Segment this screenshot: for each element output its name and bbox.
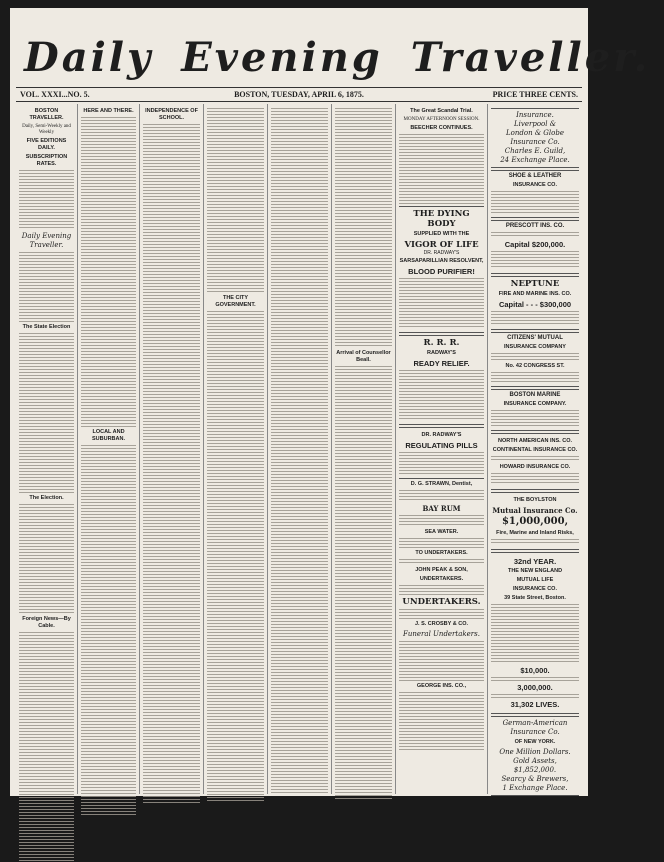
col4-text-block (207, 108, 264, 293)
ad-radway-line: BLOOD PURIFIER! (408, 267, 475, 276)
ad-german-title: German-American (502, 719, 568, 727)
ad-text-block (399, 609, 484, 619)
column-5 (268, 104, 332, 794)
ad-text-block (399, 515, 484, 527)
ad-text-block (491, 232, 579, 238)
ad-boston-marine (491, 389, 579, 431)
column-8 (488, 104, 582, 794)
ad-neptune (491, 276, 579, 330)
col1-headline-election: The Election. (29, 495, 64, 501)
ad-text-block (491, 456, 579, 462)
ad-shoe-sub: INSURANCE CO. (512, 182, 557, 188)
ad-radway-title: THE DYING BODY (413, 209, 470, 229)
ad-ne-amount-b: 3,000,000. (517, 683, 553, 692)
ad-liverpool (491, 108, 579, 168)
ad-citizens (491, 332, 579, 387)
ad-liverpool-name: Liverpool & (514, 120, 556, 128)
masthead-word-evening: Evening (181, 34, 383, 81)
ad-rrr-line: READY RELIEF. (413, 359, 470, 368)
ad-boylston-title: THE BOYLSTON (513, 497, 557, 503)
ad-liverpool-name: Insurance Co. (510, 138, 560, 146)
ad-radway-line: SUPPLIED WITH THE (413, 231, 470, 237)
ad-new-england-mutual (491, 552, 579, 714)
col2-text-block (81, 117, 136, 427)
ad-text-block (399, 692, 484, 752)
issue-date: BOSTON, TUESDAY, APRIL 6, 1875. (234, 90, 364, 99)
ad-crosby: J. S. CROSBY & CO. (414, 621, 469, 627)
ad-text-block (491, 372, 579, 382)
col6-text-block (335, 366, 392, 801)
ad-boylston-line: Fire, Marine and Inland Risks, (496, 530, 574, 536)
masthead-word-traveller: Traveller. (410, 34, 651, 81)
ad-boston-marine-title: BOSTON MARINE (509, 392, 561, 398)
col1-header: BOSTON TRAVELLER. (29, 108, 64, 121)
ad-liverpool-name: London & Globe (506, 129, 564, 137)
masthead (10, 30, 651, 86)
ad-german-line: One Million Dollars. (499, 748, 571, 756)
ad-ne-title: THE NEW ENGLAND (507, 568, 563, 574)
ad-george-ins: GEORGE INS. CO., (416, 683, 467, 689)
ad-crosby-line: Funeral Undertakers. (403, 630, 480, 638)
ad-radway-line: SARSAPARILLIAN RESOLVENT, (399, 258, 484, 264)
col1-text-block (19, 504, 74, 614)
ad-text-block (399, 559, 484, 565)
col1-rates: SUBSCRIPTION RATES. (25, 154, 68, 167)
ad-text-block (491, 539, 579, 545)
ad-boston-marine-sub: INSURANCE COMPANY. (503, 401, 567, 407)
ad-text-block (491, 677, 579, 681)
col2-headline-local: LOCAL AND SUBURBAN. (92, 429, 125, 442)
col6-text-block (335, 108, 392, 348)
ad-boylston-amount: $1,000,000, (501, 516, 569, 527)
col1-title-script: Daily Evening Traveller. (21, 232, 72, 249)
ad-german-city: OF NEW YORK. (514, 739, 556, 745)
ad-text-block (491, 473, 579, 485)
ad-citizens-title: CITIZENS' MUTUAL (507, 335, 563, 341)
ad-prescott-title: PRESCOTT INS. CO. (505, 223, 565, 229)
col5-text-block (271, 108, 328, 793)
masthead-word-daily: Daily (24, 34, 154, 81)
ad-neptune-cap: Capital - - - $300,000 (498, 300, 572, 309)
ad-neptune-sub: FIRE AND MARINE INS. CO. (498, 291, 572, 297)
ad-text-block (491, 353, 579, 361)
ad-rrr-line: RADWAY'S (427, 350, 456, 356)
col7-sub-beecher: BEECHER CONTINUES. (410, 125, 473, 131)
ad-text-block (491, 410, 579, 426)
col1-headline-state-election: The State Election (22, 324, 71, 330)
ad-sea-water: SEA WATER. (424, 529, 459, 535)
column-2 (78, 104, 140, 794)
col1-headline-foreign-news: Foreign News—By Cable. (22, 616, 71, 629)
ad-radway-pills (399, 427, 484, 479)
col3-headline: INDEPENDENCE OF SCHOOL. (145, 108, 198, 121)
ad-text-block (491, 251, 579, 269)
ad-howard-title: HOWARD INSURANCE CO. (499, 464, 571, 470)
ad-ne-amount-c: 31,302 LIVES. (510, 700, 560, 709)
ad-continental-title: CONTINENTAL INSURANCE CO. (492, 447, 578, 453)
ad-text-block (491, 604, 579, 664)
column-6 (332, 104, 396, 794)
ad-ne-amount-a: $10,000. (520, 666, 550, 675)
col2-text-block (81, 445, 136, 815)
newspaper-page (10, 8, 651, 796)
ad-text-block (399, 585, 484, 595)
ad-rrr-title: R. R. R. (423, 338, 460, 348)
ad-dentist: D. G. STRAWN, Dentist, (410, 481, 473, 487)
col2-headline-here-and-there: HERE AND THERE. (83, 108, 134, 114)
col4-headline-city-government: THE CITY GOVERNMENT. (215, 295, 256, 308)
ad-radway-line: DR. RADWAY'S (423, 250, 460, 256)
ad-text-block (399, 538, 484, 548)
col6-headline: Arrival of Counsellor Beall. (336, 350, 391, 363)
ad-north-american-title: NORTH AMERICAN INS. CO. (497, 438, 573, 444)
col1-sub: Daily, Semi-Weekly and Weekly (22, 124, 71, 135)
col3-text-block (143, 124, 200, 804)
ad-german-sub: Insurance Co. (510, 728, 560, 736)
ad-boylston-sub: Mutual Insurance Co. (492, 506, 578, 515)
ad-to-undertakers: TO UNDERTAKERS. (415, 550, 468, 556)
ad-pills-line: REGULATING PILLS (405, 441, 478, 450)
col1-text-block (19, 333, 74, 493)
issue-price: PRICE THREE CENTS. (492, 90, 578, 99)
ad-text-block (399, 490, 484, 502)
col1-text-block (19, 252, 74, 322)
ad-liverpool-agent: Charles E. Guild, (504, 147, 566, 155)
volume-number: VOL. XXXI...NO. 5. (20, 90, 90, 99)
ad-boylston (491, 492, 579, 550)
col1-edition: FIVE EDITIONS DAILY. (26, 138, 67, 151)
ad-john-peak-line: UNDERTAKERS. (419, 576, 464, 582)
ad-text-block (399, 278, 484, 328)
column-7 (396, 104, 488, 794)
ad-north-american (491, 433, 579, 490)
ad-neptune-title: NEPTUNE (510, 279, 560, 289)
ad-shoe-leather (491, 170, 579, 218)
ad-radway-line: VIGOR OF LIFE (404, 240, 479, 250)
ad-text-block (399, 452, 484, 474)
ad-german-place: 1 Exchange Place. (502, 784, 568, 792)
ad-ne-sub2: INSURANCE CO. (512, 586, 557, 592)
ad-liverpool-place: 24 Exchange Place. (500, 156, 570, 164)
ad-german-assets: Gold Assets, $1,852,000. (513, 757, 557, 774)
col7-headline-scandal-trial: The Great Scandal Trial. (410, 108, 473, 114)
ad-citizens-addr: No. 42 CONGRESS ST. (505, 363, 565, 369)
ad-bay-rum: BAY RUM (422, 504, 461, 513)
ad-prescott-cap: Capital $200,000. (504, 240, 566, 249)
masthead-rule-top (16, 87, 582, 88)
ad-prescott (491, 220, 579, 274)
col1-text-block (19, 632, 74, 862)
ad-radway-relief (399, 335, 484, 425)
ad-text-block (491, 311, 579, 325)
ad-shoe-title: SHOE & LEATHER (508, 173, 562, 179)
dateline (16, 89, 582, 101)
column-4 (204, 104, 268, 794)
ad-liverpool-top: Insurance. (516, 111, 554, 119)
ad-german-american (491, 716, 579, 796)
ad-text-block (491, 694, 579, 698)
column-3 (140, 104, 204, 794)
ad-radway-resolvent (399, 206, 484, 333)
col7-sub-monday: MONDAY AFTERNOON SESSION. (403, 117, 480, 122)
ad-john-peak: JOHN PEAK & SON, (415, 567, 468, 573)
ad-ne-addr: 39 State Street, Boston. (504, 595, 566, 601)
ad-text-block (491, 191, 579, 213)
ad-pills-line: DR. RADWAY'S (421, 432, 462, 438)
col7-text-block (399, 134, 484, 204)
columns (16, 104, 582, 794)
col4-text-block (207, 311, 264, 801)
column-1 (16, 104, 78, 794)
col1-text-block (19, 170, 74, 230)
ad-german-agents: Searcy & Brewers, (501, 775, 569, 783)
ad-ne-year: 32nd YEAR. (513, 557, 557, 566)
ad-text-block (399, 370, 484, 420)
masthead-rule-bottom (16, 101, 582, 102)
ad-text-block (399, 641, 484, 681)
ad-citizens-sub: INSURANCE COMPANY (504, 344, 566, 350)
ad-undertakers: UNDERTAKERS. (402, 597, 481, 607)
ad-ne-sub: MUTUAL LIFE (516, 577, 554, 583)
